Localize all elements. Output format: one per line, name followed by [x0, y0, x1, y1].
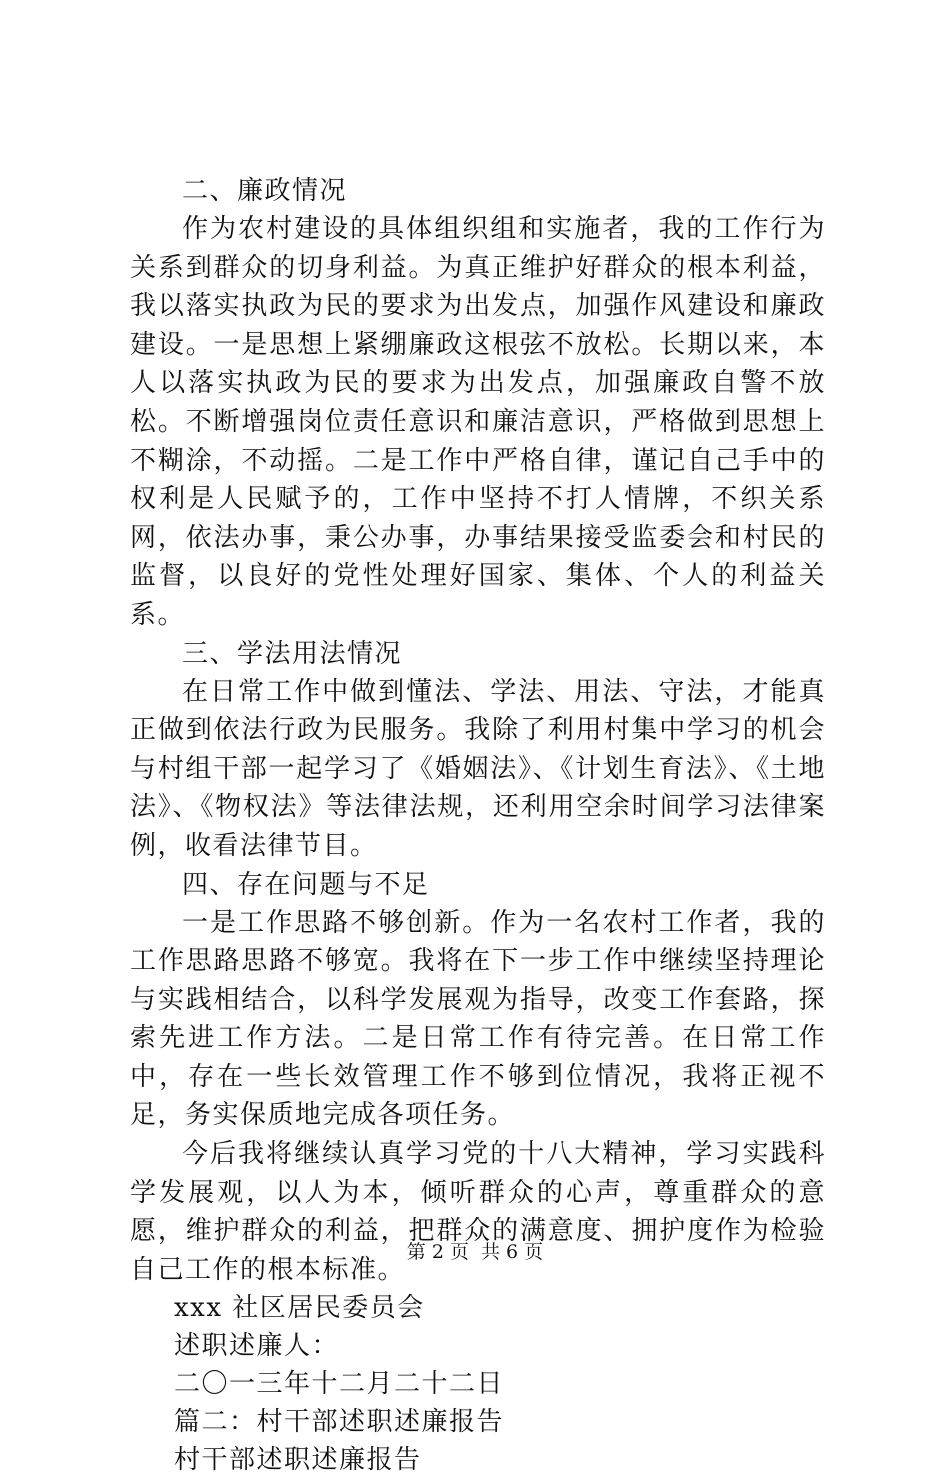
section-heading: 四、存在问题与不足 [182, 869, 430, 900]
section-heading: 二、廉政情况 [182, 176, 348, 206]
signature-organization: xxx 社区居民委员会 [174, 1293, 425, 1324]
body-paragraph: 一是工作思路不够创新。作为一名农村工作者，我的工作思路思路不够宽。我将在下一步工作中继续坚持理论与实践相结合，以科学发展观为指导，改变工作套路，探索先进工作方法。二是日常工作有待完善。在日常工作中，存在一些长效管理工作不够到位情况，我将正视不足，务实保质地完成各项任务。 [130, 907, 826, 1131]
next-article-title: 村干部述职述廉报告 [174, 1445, 422, 1476]
document-body [130, 172, 826, 1479]
next-article-label: 篇二：村干部述职述廉报告 [174, 1407, 505, 1438]
page-number: 第 2 页 [406, 1241, 469, 1263]
body-paragraph: 在日常工作中做到懂法、学法、用法、守法，才能真正做到依法行政为民服务。我除了利用村集中学习的机会与村组干部一起学习了《婚姻法》、《计划生育法》、《土地法》、《物权法》等法律法规，还利用空余时间学习法律案例，收看法律节目。 [130, 676, 826, 861]
body-paragraph: 作为农村建设的具体组织组和实施者，我的工作行为关系到群众的切身利益。为真正维护好群众的根本利益，我以落实执政为民的要求为出发点，加强作风建设和廉政建设。一是思想上紧绷廉政这根弦不放松。长期以来，本人以落实执政为民的要求为出发点，加强廉政自警不放松。不断增强岗位责任意识和廉洁意识，严格做到思想上不糊涂，不动摇。二是工作中严格自律，谨记自己手中的权利是人民赋予的，工作中坚持不打人情牌，不织关系网，依法办事，秉公办事，办事结果接受监委会和村民的监督，以良好的党性处理好国家、集体、个人的利益关系。 [130, 214, 826, 630]
body-paragraph: 今后我将继续认真学习党的十八大精神，学习实践科学发展观，以人为本，倾听群众的心声，尊重群众的意愿，维护群众的利益，把群众的满意度、拥护度作为检验自己工作的根本标准。 [130, 1139, 826, 1285]
page-total: 共 6 页 [481, 1241, 544, 1263]
signature-reporter: 述职述廉人： [174, 1331, 340, 1362]
section-heading: 三、学法用法情况 [182, 638, 403, 669]
signature-date: 二〇一三年十二月二十二日 [174, 1369, 505, 1400]
page-footer [0, 1240, 950, 1264]
